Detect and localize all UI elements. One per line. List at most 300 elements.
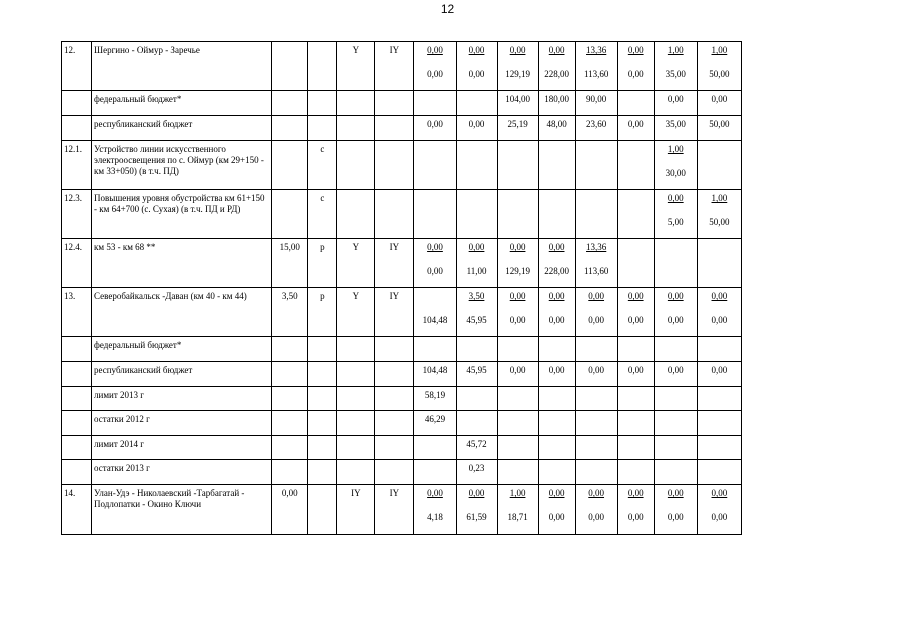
value-cell	[414, 239, 456, 288]
value-bottom	[576, 168, 617, 179]
page-number: 12	[440, 2, 455, 16]
type-cell-text	[308, 485, 336, 488]
class-cell	[375, 485, 414, 535]
value-cell	[538, 141, 575, 190]
length-cell	[272, 485, 308, 535]
category-cell-text	[337, 436, 374, 439]
length-cell	[272, 141, 308, 190]
value-top: 0,00	[548, 488, 565, 498]
value-top	[618, 337, 654, 340]
value-top	[655, 411, 697, 414]
row-name-cell	[92, 288, 272, 337]
value-top	[457, 337, 497, 340]
value-top	[576, 436, 617, 439]
value-top	[618, 387, 654, 390]
value-top	[498, 411, 538, 414]
value-top: 0,00	[667, 488, 684, 498]
class-cell-text	[375, 91, 413, 94]
row-name-cell-text: Шергино - Оймур - Заречье	[94, 45, 200, 55]
value-top: 0,00	[427, 119, 443, 129]
row-name-cell-text: Повышения уровня обустройства км 61+150 - км 64+700 (с. Сухая) (в т.ч. ПД и РД)	[94, 193, 265, 214]
type-cell-text	[308, 411, 336, 414]
row-number-cell	[62, 42, 92, 91]
value-cell	[617, 460, 654, 485]
value-top	[655, 436, 697, 439]
table-row	[62, 387, 742, 411]
type-cell-text	[308, 91, 336, 94]
value-top: 0,00	[468, 119, 485, 129]
value-top: 180,00	[544, 94, 569, 104]
value-top: 13,36	[586, 242, 607, 252]
value-cell	[697, 141, 741, 190]
value-cell	[456, 337, 497, 362]
value-top: 0,00	[588, 291, 605, 301]
value-cell	[456, 42, 497, 91]
length-cell-text	[272, 141, 307, 144]
value-cell	[654, 116, 697, 141]
value-cell	[497, 436, 538, 460]
class-cell-text: IY	[389, 45, 400, 55]
value-top	[698, 460, 741, 463]
value-cell	[697, 116, 741, 141]
value-top: 1,00	[711, 193, 728, 203]
type-cell-text	[308, 42, 336, 45]
value-cell	[697, 436, 741, 460]
value-top	[576, 190, 617, 204]
value-cell	[414, 436, 456, 460]
row-name-cell	[92, 387, 272, 411]
value-cell	[575, 436, 617, 460]
value-bottom: 0,00	[548, 512, 565, 522]
value-cell	[575, 337, 617, 362]
class-cell	[375, 239, 414, 288]
value-cell	[654, 362, 697, 387]
value-top	[618, 141, 654, 155]
value-bottom: 0,00	[588, 512, 605, 522]
class-cell-text	[375, 411, 413, 414]
class-cell-text: IY	[389, 242, 400, 252]
value-top: 58,19	[424, 390, 446, 400]
value-top: 0,00	[627, 365, 644, 375]
length-cell-text	[272, 387, 307, 390]
class-cell	[375, 190, 414, 239]
value-cell	[456, 239, 497, 288]
value-top	[498, 190, 538, 204]
value-top	[576, 387, 617, 390]
length-cell	[272, 337, 308, 362]
type-cell	[308, 436, 337, 460]
row-name-cell-text: Северобайкальск -Даван (км 40 - км 44)	[94, 291, 247, 301]
row-number-cell-text	[64, 436, 91, 439]
category-cell	[337, 141, 375, 190]
value-bottom: 0,00	[427, 69, 443, 79]
category-cell-text	[337, 460, 374, 463]
type-cell-text	[308, 337, 336, 340]
value-bottom: 0,00	[588, 315, 605, 325]
value-cell	[617, 288, 654, 337]
value-cell	[575, 239, 617, 288]
value-cell	[575, 91, 617, 116]
length-cell-text	[272, 116, 307, 119]
value-top: 0,00	[711, 365, 728, 375]
row-name-cell	[92, 362, 272, 387]
value-top	[539, 411, 575, 414]
value-top	[618, 91, 654, 94]
value-bottom: 113,60	[583, 266, 609, 276]
value-cell	[497, 190, 538, 239]
value-top: 0,00	[468, 488, 485, 498]
class-cell-text	[375, 460, 413, 463]
value-cell	[575, 362, 617, 387]
value-bottom: 228,00	[544, 266, 569, 276]
category-cell	[337, 288, 375, 337]
value-top	[618, 460, 654, 463]
value-top: 0,00	[627, 45, 644, 55]
type-cell	[308, 485, 337, 535]
type-cell-text: с	[320, 144, 325, 154]
value-cell	[538, 411, 575, 436]
value-top: 3,50	[468, 291, 485, 301]
value-bottom: 0,00	[427, 266, 443, 276]
category-cell-text: Y	[352, 242, 360, 252]
value-top: 0,00	[468, 242, 485, 252]
row-name-cell	[92, 411, 272, 436]
row-name-cell-text: остатки 2012 г	[94, 414, 150, 424]
row-number-cell-text: 14.	[64, 488, 76, 498]
row-name-cell	[92, 436, 272, 460]
row-name-cell	[92, 239, 272, 288]
type-cell	[308, 190, 337, 239]
value-top	[539, 436, 575, 439]
class-cell-text	[375, 436, 413, 439]
value-bottom: 0,00	[627, 315, 644, 325]
value-top: 104,00	[505, 94, 530, 104]
table-row	[62, 42, 742, 91]
class-cell	[375, 42, 414, 91]
type-cell	[308, 387, 337, 411]
value-cell	[654, 141, 697, 190]
category-cell	[337, 485, 375, 535]
value-top: 0,23	[468, 463, 485, 473]
row-name-cell	[92, 141, 272, 190]
row-number-cell	[62, 116, 92, 141]
value-cell	[414, 116, 456, 141]
value-cell	[456, 485, 497, 535]
value-cell	[575, 141, 617, 190]
value-cell	[654, 91, 697, 116]
value-top	[414, 436, 455, 439]
value-bottom: 45,95	[466, 315, 487, 325]
type-cell	[308, 141, 337, 190]
value-top: 45,72	[466, 439, 487, 449]
class-cell-text: IY	[389, 488, 400, 498]
value-cell	[456, 288, 497, 337]
value-top	[539, 141, 575, 155]
value-bottom	[618, 168, 654, 179]
row-name-cell-text: км 53 - км 68 **	[94, 242, 156, 252]
length-cell-text	[272, 362, 307, 365]
value-cell	[617, 239, 654, 288]
value-top: 0,00	[627, 488, 644, 498]
value-bottom: 30,00	[665, 168, 686, 178]
value-cell	[414, 362, 456, 387]
value-cell	[456, 190, 497, 239]
value-top	[498, 460, 538, 463]
row-number-cell-text	[64, 337, 91, 340]
value-top	[576, 141, 617, 155]
value-top	[498, 436, 538, 439]
value-cell	[497, 387, 538, 411]
value-top	[498, 337, 538, 340]
class-cell	[375, 91, 414, 116]
value-cell	[538, 239, 575, 288]
value-top: 0,00	[711, 291, 728, 301]
value-bottom: 0,00	[548, 315, 565, 325]
value-bottom: 129,19	[505, 69, 530, 79]
type-cell-text: с	[320, 193, 325, 203]
type-cell-text: р	[320, 242, 325, 252]
value-bottom: 61,59	[466, 512, 487, 522]
table-row	[62, 337, 742, 362]
category-cell-text	[337, 337, 374, 340]
value-cell	[654, 411, 697, 436]
value-top	[618, 190, 654, 204]
category-cell-text	[337, 362, 374, 365]
type-cell-text	[308, 362, 336, 365]
value-top	[655, 239, 697, 253]
value-cell	[697, 387, 741, 411]
value-cell	[497, 485, 538, 535]
class-cell	[375, 141, 414, 190]
row-name-cell-text: Улан-Удэ - Николаевский -Тарбагатай - Подлопатки - Окино Ключи	[94, 488, 245, 509]
class-cell-text	[375, 190, 413, 193]
value-bottom	[618, 217, 654, 228]
category-cell-text	[337, 116, 374, 119]
type-cell	[308, 239, 337, 288]
row-number-cell	[62, 411, 92, 436]
value-top: 0,00	[667, 193, 684, 203]
category-cell	[337, 116, 375, 141]
class-cell	[375, 436, 414, 460]
value-top: 1,00	[509, 488, 526, 498]
value-cell	[538, 460, 575, 485]
row-name-cell	[92, 116, 272, 141]
category-cell	[337, 387, 375, 411]
value-cell	[575, 42, 617, 91]
row-name-cell	[92, 190, 272, 239]
value-cell	[538, 485, 575, 535]
type-cell-text	[308, 387, 336, 390]
value-bottom: 50,00	[709, 217, 730, 227]
class-cell	[375, 411, 414, 436]
row-name-cell-text: лимит 2013 г	[94, 390, 144, 400]
table-row	[62, 239, 742, 288]
value-bottom	[539, 217, 575, 228]
type-cell	[308, 337, 337, 362]
table-row	[62, 116, 742, 141]
value-top: 0,00	[509, 242, 526, 252]
table-row	[62, 141, 742, 190]
value-top	[698, 387, 741, 390]
value-top	[698, 436, 741, 439]
value-cell	[575, 485, 617, 535]
type-cell	[308, 116, 337, 141]
row-name-cell-text: федеральный бюджет*	[94, 94, 182, 104]
value-cell	[456, 141, 497, 190]
value-top: 90,00	[586, 94, 607, 104]
value-bottom: 228,00	[544, 69, 569, 79]
value-top: 0,00	[667, 365, 684, 375]
value-cell	[538, 436, 575, 460]
value-bottom: 104,48	[422, 315, 448, 325]
category-cell	[337, 42, 375, 91]
value-bottom: 0,00	[667, 512, 684, 522]
length-cell	[272, 42, 308, 91]
value-bottom: 18,71	[507, 512, 528, 522]
value-bottom	[457, 217, 497, 228]
value-cell	[575, 116, 617, 141]
value-top	[655, 387, 697, 390]
class-cell	[375, 362, 414, 387]
value-top	[414, 337, 455, 340]
value-cell	[654, 288, 697, 337]
value-cell	[414, 288, 456, 337]
value-top: 35,00	[665, 119, 686, 129]
length-cell-text: 0,00	[281, 488, 298, 498]
category-cell-text	[337, 91, 374, 94]
row-name-cell	[92, 337, 272, 362]
value-cell	[497, 116, 538, 141]
value-top: 1,00	[667, 144, 684, 154]
value-bottom: 0,00	[711, 315, 728, 325]
value-top	[457, 141, 497, 155]
value-top: 0,00	[548, 291, 565, 301]
value-top: 46,29	[424, 414, 446, 424]
value-cell	[538, 387, 575, 411]
value-top: 0,00	[548, 242, 565, 252]
value-cell	[414, 337, 456, 362]
row-name-cell-text: республиканский бюджет	[94, 365, 193, 375]
length-cell-text	[272, 91, 307, 94]
category-cell	[337, 436, 375, 460]
value-cell	[654, 190, 697, 239]
value-cell	[456, 91, 497, 116]
type-cell-text	[308, 436, 336, 439]
value-top: 50,00	[709, 119, 730, 129]
class-cell-text	[375, 337, 413, 340]
value-cell	[497, 239, 538, 288]
value-cell	[538, 42, 575, 91]
length-cell	[272, 288, 308, 337]
value-cell	[697, 288, 741, 337]
value-cell	[575, 190, 617, 239]
row-name-cell-text: Устройство линии искусственного электроосвещения по с. Оймур (км 29+150 - км 33+050) (в т.ч. ПД)	[94, 144, 264, 176]
value-cell	[617, 190, 654, 239]
value-bottom	[498, 168, 538, 179]
value-top	[539, 337, 575, 340]
length-cell-text: 15,00	[279, 242, 300, 252]
value-top: 0,00	[627, 291, 644, 301]
value-bottom: 0,00	[627, 512, 644, 522]
row-number-cell-text	[64, 116, 91, 119]
category-cell	[337, 362, 375, 387]
type-cell	[308, 42, 337, 91]
value-bottom	[539, 168, 575, 179]
value-top: 0,00	[427, 242, 443, 252]
value-cell	[575, 411, 617, 436]
value-top	[698, 411, 741, 414]
row-number-cell	[62, 141, 92, 190]
table-row	[62, 411, 742, 436]
value-cell	[497, 411, 538, 436]
value-top: 0,00	[667, 94, 684, 104]
value-top: 0,00	[427, 45, 443, 55]
roads-table	[61, 41, 742, 535]
value-cell	[617, 42, 654, 91]
type-cell-text	[308, 460, 336, 463]
value-cell	[414, 141, 456, 190]
value-top	[539, 460, 575, 463]
value-top: 0,00	[468, 45, 485, 55]
row-name-cell-text: республиканский бюджет	[94, 119, 193, 129]
value-top: 1,00	[667, 45, 684, 55]
value-cell	[414, 190, 456, 239]
class-cell	[375, 460, 414, 485]
value-top	[698, 239, 741, 253]
value-cell	[697, 42, 741, 91]
row-name-cell	[92, 42, 272, 91]
value-top	[457, 91, 497, 94]
row-number-cell	[62, 190, 92, 239]
value-cell	[617, 141, 654, 190]
type-cell-text	[308, 116, 336, 119]
value-top: 25,19	[507, 119, 528, 129]
row-number-cell	[62, 362, 92, 387]
row-number-cell-text	[64, 460, 91, 463]
value-top: 0,00	[711, 488, 728, 498]
value-bottom: 0,00	[468, 69, 485, 79]
value-bottom: 0,00	[667, 315, 684, 325]
value-cell	[456, 460, 497, 485]
value-cell	[497, 42, 538, 91]
value-cell	[456, 116, 497, 141]
value-cell	[497, 288, 538, 337]
value-cell	[414, 387, 456, 411]
row-number-cell	[62, 91, 92, 116]
value-top: 104,48	[422, 365, 448, 375]
table-row	[62, 436, 742, 460]
category-cell	[337, 460, 375, 485]
value-cell	[617, 362, 654, 387]
row-number-cell-text: 12.3.	[64, 193, 82, 203]
length-cell	[272, 460, 308, 485]
value-cell	[575, 288, 617, 337]
length-cell-text	[272, 411, 307, 414]
value-bottom: 4,18	[427, 512, 443, 522]
row-number-cell-text	[64, 362, 91, 365]
value-top	[498, 387, 538, 390]
value-top	[457, 411, 497, 414]
value-cell	[654, 436, 697, 460]
row-number-cell	[62, 387, 92, 411]
row-name-cell-text: лимит 2014 г	[94, 439, 144, 449]
class-cell	[375, 387, 414, 411]
row-number-cell-text	[64, 411, 91, 414]
value-top	[576, 460, 617, 463]
value-cell	[697, 91, 741, 116]
value-cell	[697, 460, 741, 485]
row-name-cell	[92, 485, 272, 535]
